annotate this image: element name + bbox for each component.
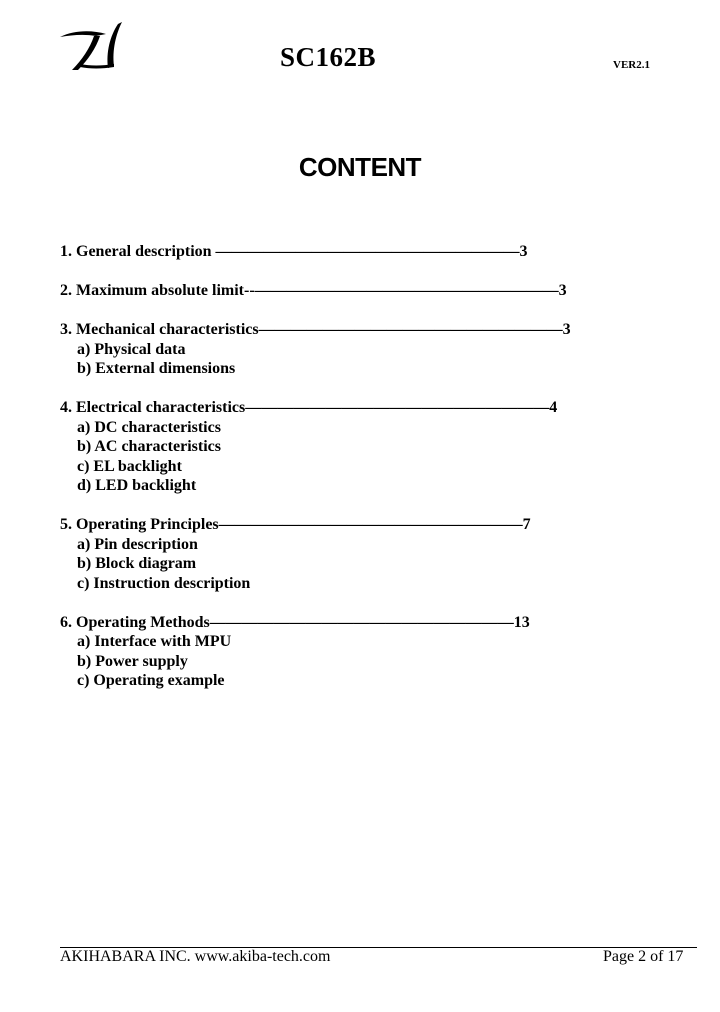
- toc-subentry: a) Interface with MPU: [77, 633, 232, 650]
- version-label: VER2.1: [613, 59, 650, 71]
- toc-subentry: b) Block diagram: [77, 555, 197, 572]
- footer-page-number: Page 2 of 17: [603, 948, 684, 965]
- toc-subentry: c) Operating example: [77, 672, 225, 689]
- content-heading: CONTENT: [298, 152, 422, 182]
- toc-section-4: [60, 398, 660, 496]
- toc-subentry: a) Physical data: [77, 340, 186, 358]
- toc-section-1: [60, 242, 660, 262]
- toc-entry: 6. Operating Methods———————————————————13: [60, 613, 530, 631]
- toc-entry: 3. Mechanical characteristics———————————————————3: [60, 321, 571, 338]
- toc-subentry: d) LED backlight: [77, 477, 197, 494]
- toc-entry: 1. General description ———————————————————3: [60, 243, 528, 260]
- toc-entry: 2. Maximum absolute limit--———————————————————3: [60, 282, 567, 299]
- toc-subentry: b) AC characteristics: [77, 438, 221, 455]
- toc-subentry: a) DC characteristics: [77, 418, 221, 436]
- toc-section-6: [60, 613, 660, 691]
- toc-subentry: c) EL backlight: [77, 457, 182, 475]
- document-title: SC162B: [280, 42, 377, 72]
- toc-section-2: [60, 281, 660, 301]
- table-of-contents: [60, 242, 660, 710]
- toc-subentry: a) Pin description: [77, 535, 198, 553]
- toc-entry: 5. Operating Principles———————————————————7: [60, 516, 531, 533]
- toc-section-3: [60, 320, 660, 379]
- toc-section-5: [60, 515, 660, 593]
- footer-company: AKIHABARA INC. www.akiba-tech.com: [60, 948, 331, 965]
- toc-entry: 4. Electrical characteristics———————————————————4: [60, 399, 558, 416]
- toc-subentry: c) Instruction description: [77, 574, 251, 592]
- akihabara-logo-icon: [56, 20, 126, 74]
- toc-subentry: b) External dimensions: [77, 360, 236, 377]
- toc-subentry: b) Power supply: [77, 652, 188, 670]
